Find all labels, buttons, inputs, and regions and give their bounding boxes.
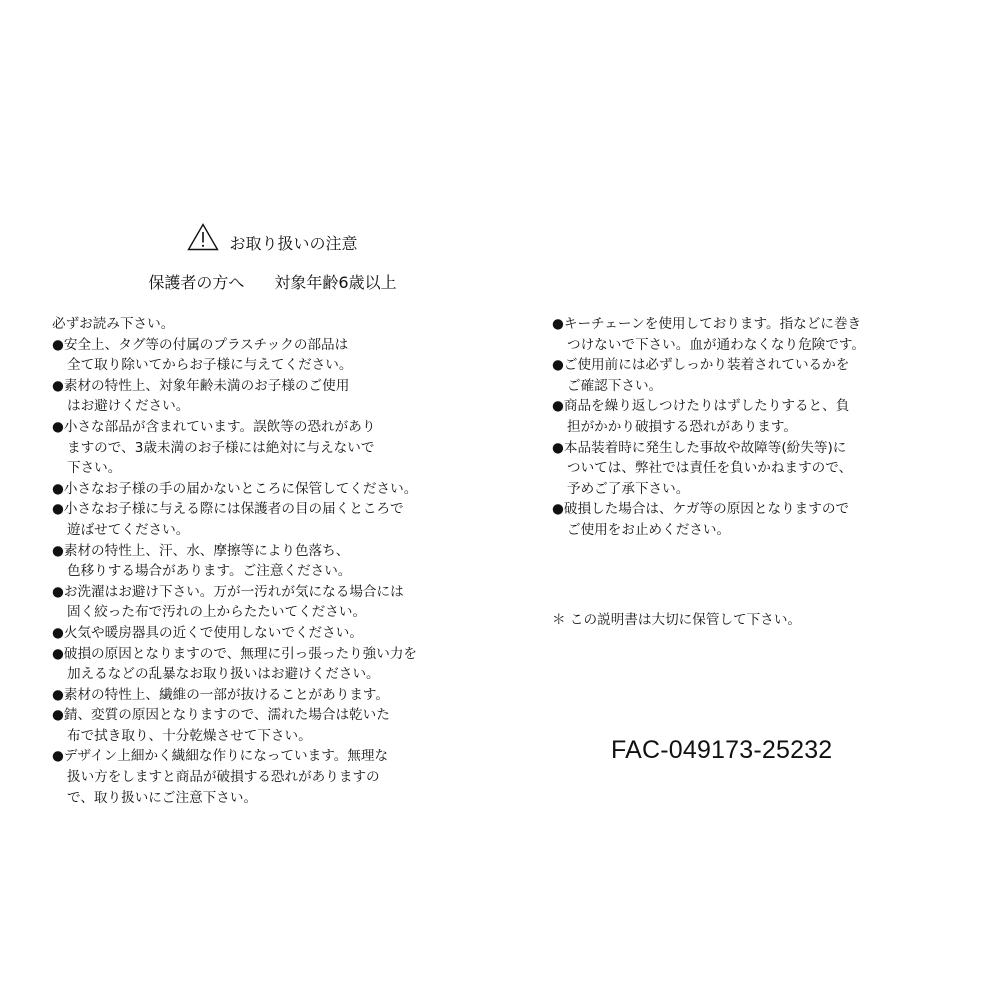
caution-line: ●錆、変質の原因となりますので、濡れた場合は乾いた (52, 707, 390, 724)
caution-line: ●安全上、タグ等の付属のプラスチックの部品は (52, 336, 349, 353)
caution-line: ●商品を繰り返しつけたりはずしたりすると、負 (552, 398, 850, 415)
caution-line: 担がかかり破損する恐れがあります。 (567, 418, 798, 435)
caution-line: ●キーチェーンを使用しております。指などに巻き (552, 316, 862, 332)
caution-line: 遊ばせてください。 (67, 521, 190, 538)
caution-line: つけないで下さい。血が通わなくなり危険です。 (567, 336, 865, 353)
caution-line: ●デザイン上細かく繊細な作りになっています。無理な (52, 748, 389, 765)
caution-line: ●素材の特性上、汗、水、摩擦等により色落ち、 (52, 542, 350, 559)
caution-line: ●破損した場合は、ケガ等の原因となりますので (552, 501, 850, 518)
caution-line: 全て取り除いてからお子様に与えてください。 (67, 357, 353, 374)
target-age-label: 対象年齢6歳以上 (274, 273, 397, 292)
caution-line: 扱い方をしますと商品が破損する恐れがありますの (67, 769, 380, 786)
left-caution-list (52, 314, 472, 808)
caution-line: 固く絞った布で汚れの上からたたいてください。 (67, 604, 367, 621)
caution-line: ご使用をお止めください。 (567, 521, 731, 538)
audience-label: 保護者の方へ (148, 273, 245, 292)
caution-line: ご確認下さい。 (567, 377, 663, 394)
caution-line: ついては、弊社では責任を負いかねますので、 (567, 460, 853, 477)
product-code: FAC-049173-25232 (611, 736, 833, 764)
keep-instructions-note: ＊ この説明書は大切に保管して下さい。 (552, 612, 802, 628)
caution-line: ●素材の特性上、繊維の一部が抜けることがあります。 (52, 686, 390, 703)
caution-line: ●素材の特性上、対象年齢未満のお子様のご使用 (52, 377, 350, 394)
caution-line: ●小さなお子様に与える際には保護者の目の届くところで (52, 501, 404, 518)
caution-heading (0, 226, 545, 263)
right-caution-list (552, 314, 952, 541)
caution-line: 加えるなどの乱暴なお取り扱いはお避けください。 (67, 666, 380, 683)
caution-line: ●小さな部品が含まれています。誤飲等の恐れがあり (52, 418, 376, 435)
caution-line: 下さい。 (67, 460, 122, 477)
caution-line: ●ご使用前には必ずしっかり装着されているかを (552, 357, 850, 374)
caution-title: お取り扱いの注意 (229, 234, 358, 253)
caution-line: で、取り扱いにご注意下さい。 (67, 789, 258, 806)
caution-line: ●破損の原因となりますので、無理に引っ張ったり強い力を (52, 645, 418, 662)
caution-line: 色移りする場合があります。ご注意ください。 (67, 563, 352, 580)
warning-triangle-icon (187, 223, 219, 260)
caution-line: ●小さなお子様の手の届かないところに保管してください。 (52, 480, 418, 497)
caution-line: ●火気や暖房器具の近くで使用しないでください。 (52, 624, 363, 641)
caution-line: ●お洗濯はお避け下さい。万が一汚れが気になる場合には (52, 583, 404, 600)
caution-line: ●本品装着時に発生した事故や故障等(紛失等)に (552, 439, 847, 456)
caution-line: 必ずお読み下さい。 (52, 316, 175, 332)
caution-line: 予めご了承下さい。 (567, 480, 690, 497)
caution-line: ますので、3歳未満のお子様には絶対に与えないで (67, 439, 375, 456)
caution-line: はお避けください。 (67, 398, 190, 415)
audience-line (0, 270, 545, 296)
caution-line: 布で拭き取り、十分乾燥させて下さい。 (67, 727, 312, 744)
